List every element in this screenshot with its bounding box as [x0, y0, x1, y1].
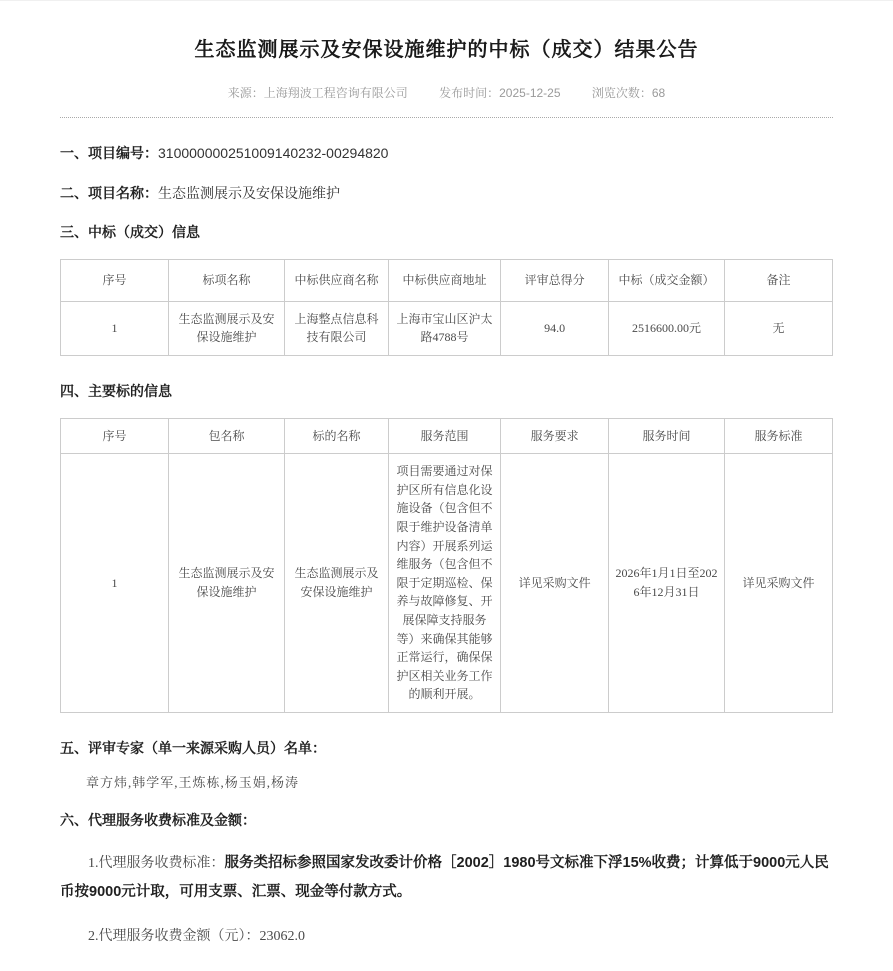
- col-header-remark: 备注: [724, 259, 832, 301]
- project-name-value: 生态监测展示及安保设施维护: [158, 184, 340, 201]
- section-project-name: [60, 184, 833, 204]
- cell-supplier-address: 上海市宝山区沪太路4788号: [389, 301, 501, 355]
- col-header-supplier-name: 中标供应商名称: [284, 259, 388, 301]
- col-header-no: 序号: [61, 418, 169, 454]
- subject-table-header-row: [61, 418, 833, 454]
- cell-no: 1: [61, 301, 169, 355]
- col-header-service-requirement: 服务要求: [501, 418, 609, 454]
- col-header-amount: 中标（成交金额）: [609, 259, 725, 301]
- section-award-info-heading: 三、中标（成交）信息: [60, 224, 200, 241]
- meta-publish-time: 发布时间：2025-12-25: [439, 86, 561, 100]
- agency-fee-amount-line: 2.代理服务收费金额（元）：23062.0: [88, 929, 305, 945]
- subject-table-row: [61, 454, 833, 713]
- col-header-supplier-address: 中标供应商地址: [389, 259, 501, 301]
- cell-score: 94.0: [501, 301, 609, 355]
- col-header-score: 评审总得分: [501, 259, 609, 301]
- cell-item-name: 生态监测展示及安保设施维护: [169, 301, 285, 355]
- page-title: 生态监测展示及安保设施维护的中标（成交）结果公告: [194, 39, 699, 61]
- cell-service-scope: 项目需要通过对保护区所有信息化设施设备（包含但不限于维护设备清单内容）开展系列运维服务（包含但不限于定期巡检、保养与故障修复、开展保障支持服务等）来确保其能够正常运行，确保保护区相关业务工作的顺利开展。: [389, 454, 501, 713]
- project-name-label: 二、项目名称：: [60, 184, 158, 201]
- col-header-package-name: 包名称: [169, 418, 285, 454]
- section-subject-info-heading: 四、主要标的信息: [60, 382, 172, 399]
- project-number-label: 一、项目编号：: [60, 145, 158, 161]
- col-header-service-scope: 服务范围: [389, 418, 501, 454]
- cell-service-standard: 详见采购文件: [724, 454, 832, 713]
- cell-subject-name: 生态监测展示及安保设施维护: [284, 454, 388, 713]
- sections: [60, 118, 833, 951]
- cell-amount: 2516600.00元: [609, 301, 725, 355]
- col-header-subject-name: 标的名称: [284, 418, 388, 454]
- section-agency-fee-heading: 六、代理服务收费标准及金额：: [60, 812, 256, 829]
- col-header-service-standard: 服务标准: [724, 418, 832, 454]
- agency-fee-standard-text: 服务类招标参照国家发改委计价格［2002］1980号文标准下浮15%收费；计算低于9000元人民币按9000元计取，可用支票、汇票、现金等付款方式。: [60, 855, 829, 900]
- agency-fee-standard-label: 1.代理服务收费标准：: [88, 856, 225, 872]
- award-result-table: [60, 259, 833, 356]
- cell-package-name: 生态监测展示及安保设施维护: [169, 454, 285, 713]
- col-header-no: 序号: [61, 259, 169, 301]
- expert-names: 章方炜,韩学军,王炼栋,杨玉娟,杨涛: [86, 775, 300, 791]
- subject-info-table: [60, 418, 833, 713]
- doc-meta: [60, 84, 833, 101]
- cell-remark: 无: [724, 301, 832, 355]
- project-number-value: 310000000251009140232-00294820: [158, 145, 389, 161]
- cell-no: 1: [61, 454, 169, 713]
- agency-fee-standard-paragraph: [60, 849, 833, 906]
- section-experts-heading: 五、评审专家（单一来源采购人员）名单：: [60, 739, 326, 756]
- meta-source: 来源：上海翔波工程咨询有限公司: [227, 86, 408, 100]
- cell-service-time: 2026年1月1日至2026年12月31日: [609, 454, 725, 713]
- col-header-item-name: 标项名称: [169, 259, 285, 301]
- award-table-row: [61, 301, 833, 355]
- meta-view-count: 浏览次数：68: [591, 86, 666, 100]
- award-table-header-row: [61, 259, 833, 301]
- section-project-number: [60, 144, 833, 164]
- cell-service-requirement: 详见采购文件: [501, 454, 609, 713]
- col-header-service-time: 服务时间: [609, 418, 725, 454]
- cell-supplier-name: 上海整点信息科技有限公司: [284, 301, 388, 355]
